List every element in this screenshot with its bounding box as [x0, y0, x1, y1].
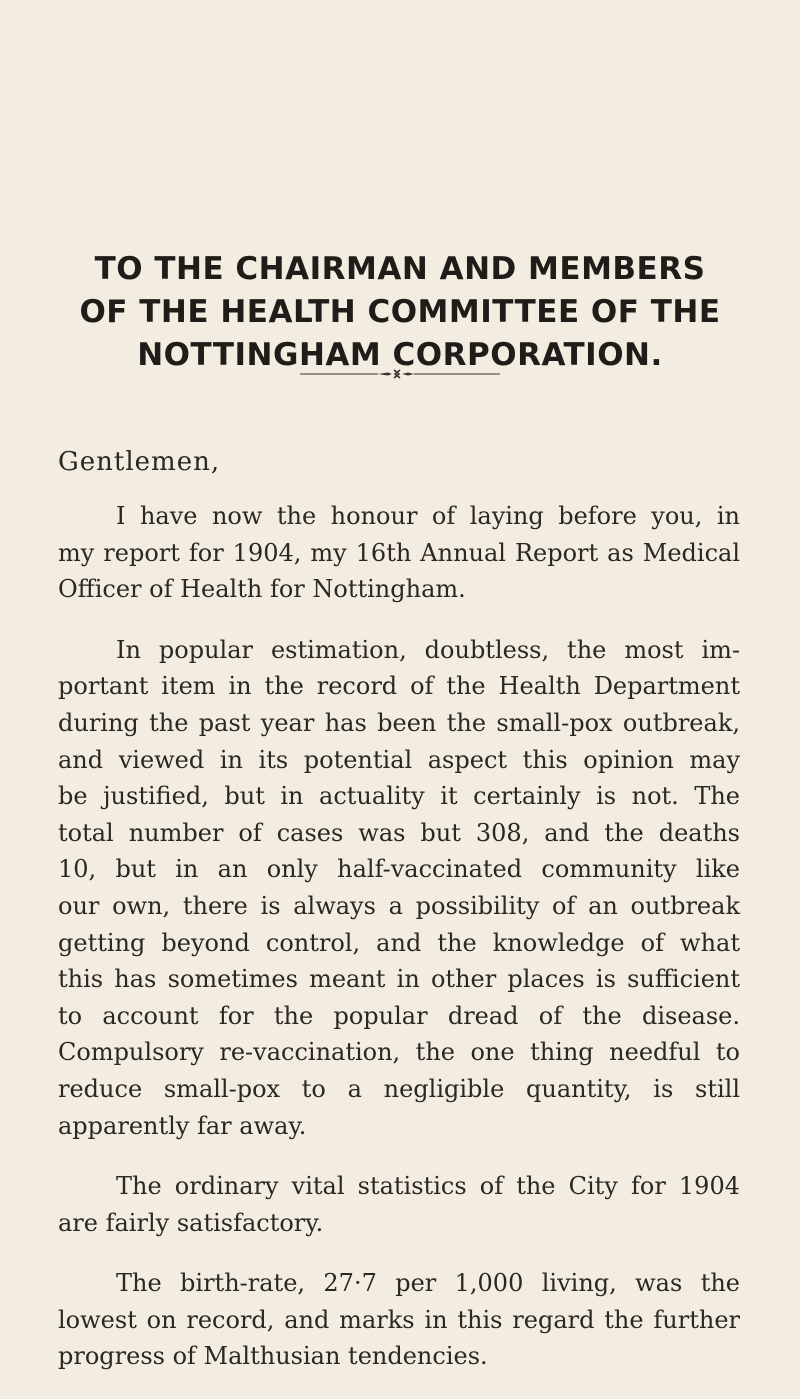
text-line: In popular estimation, doubtless, the most im-	[116, 635, 740, 664]
text-line: 10, but in an only half-vaccinated community like	[58, 855, 740, 884]
heading-line-1: TO THE CHAIRMAN AND MEMBERS	[94, 251, 706, 287]
text-line: and viewed in its potential aspect this opinion may	[58, 745, 740, 774]
paragraph-2	[58, 632, 740, 1144]
salutation: Gentlemen,	[58, 447, 221, 477]
text-line: I have now the honour of laying before you, in	[116, 502, 740, 530]
paragraph-4	[58, 1265, 740, 1375]
paragraph-1	[58, 498, 740, 608]
text-line: apparently far away.	[58, 1111, 307, 1140]
letter-body	[58, 498, 740, 1399]
text-line: our own, there is always a possibility of an outbreak	[58, 891, 740, 920]
text-line: getting beyond control, and the knowledge of what	[58, 928, 740, 957]
text-line: reduce small-pox to a negligible quantity, is still	[58, 1074, 740, 1103]
text-line: lowest on record, and marks in this regard the further	[58, 1305, 740, 1334]
paragraph-3	[58, 1168, 740, 1241]
text-line: progress of Malthusian tendencies.	[58, 1342, 488, 1371]
text-line: during the past year has been the small-pox outbreak,	[58, 708, 740, 737]
text-line: The birth-rate, 27·7 per 1,000 living, was the	[116, 1269, 740, 1298]
ornament-divider-icon	[300, 368, 500, 380]
text-line: this has sometimes meant in other places is sufficient	[58, 965, 740, 994]
heading-line-2: OF THE HEALTH COMMITTEE OF THE	[79, 294, 721, 330]
text-line: Officer of Health for Nottingham.	[58, 575, 466, 604]
text-line: are fairly satisfactory.	[58, 1208, 324, 1237]
text-line: my report for 1904, my 16th Annual Report as Medical	[58, 538, 740, 567]
text-line: to account for the popular dread of the disease.	[58, 1001, 740, 1030]
text-line: be justified, but in actuality it certainly is not. The	[58, 782, 740, 811]
heading-line-3: NOTTINGHAM CORPORATION.	[137, 337, 663, 373]
text-line: The ordinary vital statistics of the City for 1904	[116, 1172, 740, 1201]
text-line: total number of cases was but 308, and the deaths	[58, 818, 740, 847]
address-heading	[60, 248, 740, 377]
text-line: Compulsory re-vaccination, the one thing needful to	[58, 1038, 740, 1067]
text-line: portant item in the record of the Health Department	[58, 672, 740, 701]
